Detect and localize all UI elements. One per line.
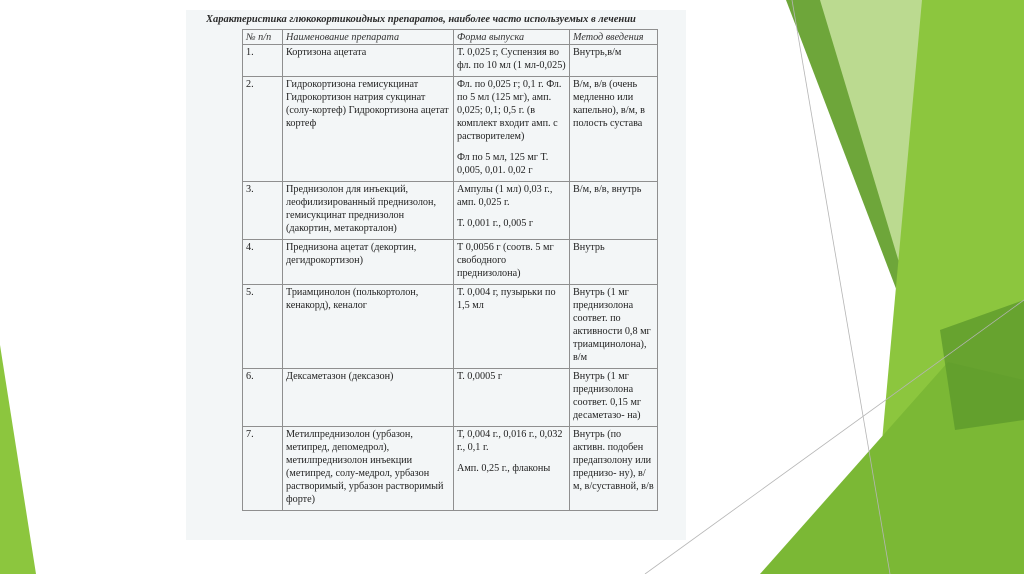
cell-num: 5. [243,285,283,369]
table-row [243,285,658,369]
cell-method: Внутрь [570,240,658,285]
cell-name: Преднизолон для инъекций, леофилизированный преднизолон, гемисукцинат преднизолон (дакортин, метакорталон) [283,182,454,240]
cell-method: Внутрь,в/м [570,45,658,77]
drug-table [242,29,658,511]
header-method: Метод введения [570,30,658,45]
cell-name: Триамцинолон (полькортолон, кенакорд), кеналог [283,285,454,369]
cell-form-line: Фл по 5 мл, 125 мг Т. 0,005, 0,01. 0,02 г [457,152,549,176]
cell-num: 7. [243,427,283,511]
cell-method: В/м, в/в, внутрь [570,182,658,240]
cell-method: В/м, в/в (очень медленно или капельно), в/м, в полость сустава [570,77,658,182]
cell-name: Дексаметазон (дексазон) [283,369,454,427]
cell-form [454,240,570,285]
header-num: № п/п [243,30,283,45]
cell-name: Преднизона ацетат (декортин, дегидрокортизон) [283,240,454,285]
table-row [243,369,658,427]
cell-form [454,285,570,369]
cell-form [454,427,570,511]
cell-form-line: Т, 0,004 г., 0,016 г., 0,032 г., 0,1 г. [457,429,563,453]
cell-method: Внутрь (1 мг преднизолона соответ. по активности 0,8 мг триамцинолона), в/м [570,285,658,369]
table-row [243,182,658,240]
cell-method: Внутрь (1 мг преднизолона соответ. 0,15 мг десаметазо- на) [570,369,658,427]
cell-form-line: Т. 0,004 г, пузырьки по 1,5 мл [457,287,556,311]
cell-num: 2. [243,77,283,182]
cell-form-line: Т. 0,001 г., 0,005 г [457,218,534,229]
table-row [243,45,658,77]
header-form: Форма выпуска [454,30,570,45]
table-row [243,240,658,285]
cell-form [454,45,570,77]
cell-num: 1. [243,45,283,77]
cell-form-line: Амп. 0,25 г., флаконы [457,463,551,474]
cell-method: Внутрь (по активн. подобен предапзолону или преднизо- ну), в/м, в/суставной, в/в [570,427,658,511]
left-green-shape [0,345,36,574]
table-row [243,427,658,511]
cell-form-line: Т 0,0056 г (соотв. 5 мг свободного преднизолона) [457,242,554,279]
cell-form [454,369,570,427]
cell-form [454,182,570,240]
document-image [186,10,686,540]
cell-form-line: Т. 0,0005 г [457,371,503,382]
table-header-row [243,30,658,45]
header-name: Наименование препарата [283,30,454,45]
cell-num: 3. [243,182,283,240]
cell-name: Гидрокортизона гемисукцинат Гидрокортизон натрия сукцинат (солу-кортеф) Гидрокортизона ацетат кортеф [283,77,454,182]
cell-num: 4. [243,240,283,285]
table-title: Характеристика глюкокортикоидных препаратов, наиболее часто используемых в лечении [206,14,636,25]
cell-num: 6. [243,369,283,427]
table-row [243,77,658,182]
cell-form [454,77,570,182]
cell-name: Метилпреднизолон (урбазон, метипред, депомедрол), метилпреднизолон инъекции (метипред, солу-медрол, урбазон растворимый, урбазон растворимый форте) [283,427,454,511]
cell-name: Кортизона ацетата [283,45,454,77]
cell-form-line: Ампулы (1 мл) 0,03 г., амп. 0,025 г. [457,184,553,208]
cell-form-line: Т. 0,025 г, Суспензия во фл. по 10 мл (1 мл-0,025) [457,47,566,71]
cell-form-line: Фл. по 0,025 г; 0,1 г. Фл. по 5 мл (125 мг), амп. 0,025; 0,1; 0,5 г. (в комплект входит амп. с растворителем) [457,79,562,142]
